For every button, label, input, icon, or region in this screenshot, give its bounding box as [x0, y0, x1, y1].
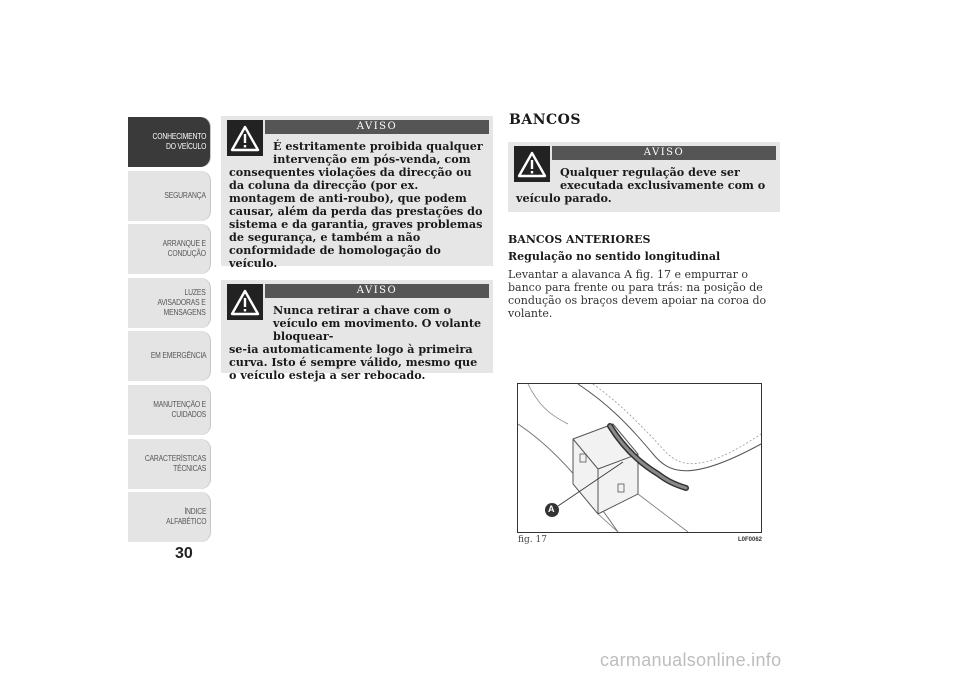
- tab-luzes-avisadoras[interactable]: LUZES AVISADORAS E MENSAGENS: [128, 278, 210, 328]
- chapter-tabs: [128, 117, 210, 546]
- warning-triangle-icon: [227, 120, 263, 156]
- warning-box: [508, 142, 780, 212]
- warning-text: consequentes violações da direcção ou da coluna da direcção (por ex. montagem de anti-roubo), que podem causar, além da perda das prestações do sistema e da garantia, graves problemas de segurança, e também a não conformidade de homologação do veículo.: [229, 165, 483, 270]
- section-title: BANCOS: [509, 112, 581, 128]
- tab-conhecimento-do-veiculo[interactable]: CONHECIMENTO DO VEÍCULO: [128, 117, 210, 167]
- sub-subsection-title: Regulação no sentido longitudinal: [508, 250, 721, 263]
- tab-arranque-e-conducao[interactable]: ARRANQUE E CONDUÇÃO: [128, 224, 210, 274]
- warning-triangle-icon: [227, 284, 263, 320]
- seat-lever-figure: [517, 383, 762, 533]
- figure-caption: fig. 17: [518, 535, 547, 545]
- warning-text-indented: Qualquer regulação deve ser executada exclusivamente com o: [560, 165, 766, 192]
- warning-text: veículo parado.: [516, 191, 612, 205]
- warning-text-indented: É estritamente proibida qualquer intervenção em pós-venda, com: [273, 139, 483, 166]
- warning-text: se-ia automaticamente logo à primeira curva. Isto é sempre válido, mesmo que o veículo esteja a ser rebocado.: [229, 342, 478, 382]
- warning-text-indented: Nunca retirar a chave com o veículo em movimento. O volante bloquear-: [273, 303, 482, 343]
- warning-heading: AVISO: [265, 120, 489, 134]
- warning-box: [221, 116, 493, 270]
- body-paragraph: Levantar a alavanca A fig. 17 e empurrar o banco para frente ou para trás: na posição de condução os braços devem apoiar na coroa do volante.: [508, 268, 767, 320]
- tab-caracteristicas[interactable]: CARACTERÍSTICAS TÉCNICAS: [128, 439, 210, 489]
- tab-manutencao[interactable]: MANUTENÇÃO E CUIDADOS: [128, 385, 210, 435]
- page-number: 30: [175, 545, 193, 562]
- tab-seguranca[interactable]: SEGURANÇA: [128, 171, 210, 221]
- warning-heading: AVISO: [552, 146, 776, 160]
- warning-heading: AVISO: [265, 284, 489, 298]
- watermark: carmanualsonline.info: [600, 650, 782, 670]
- tab-indice[interactable]: ÍNDICE ALFABÉTICO: [128, 492, 210, 542]
- subsection-title: BANCOS ANTERIORES: [508, 233, 651, 246]
- tab-em-emergencia[interactable]: EM EMERGÊNCIA: [128, 331, 210, 381]
- warning-triangle-icon: [514, 146, 550, 182]
- callout-label: A: [548, 504, 555, 514]
- figure-code: L0F0062: [738, 537, 763, 543]
- warning-box: [221, 280, 493, 382]
